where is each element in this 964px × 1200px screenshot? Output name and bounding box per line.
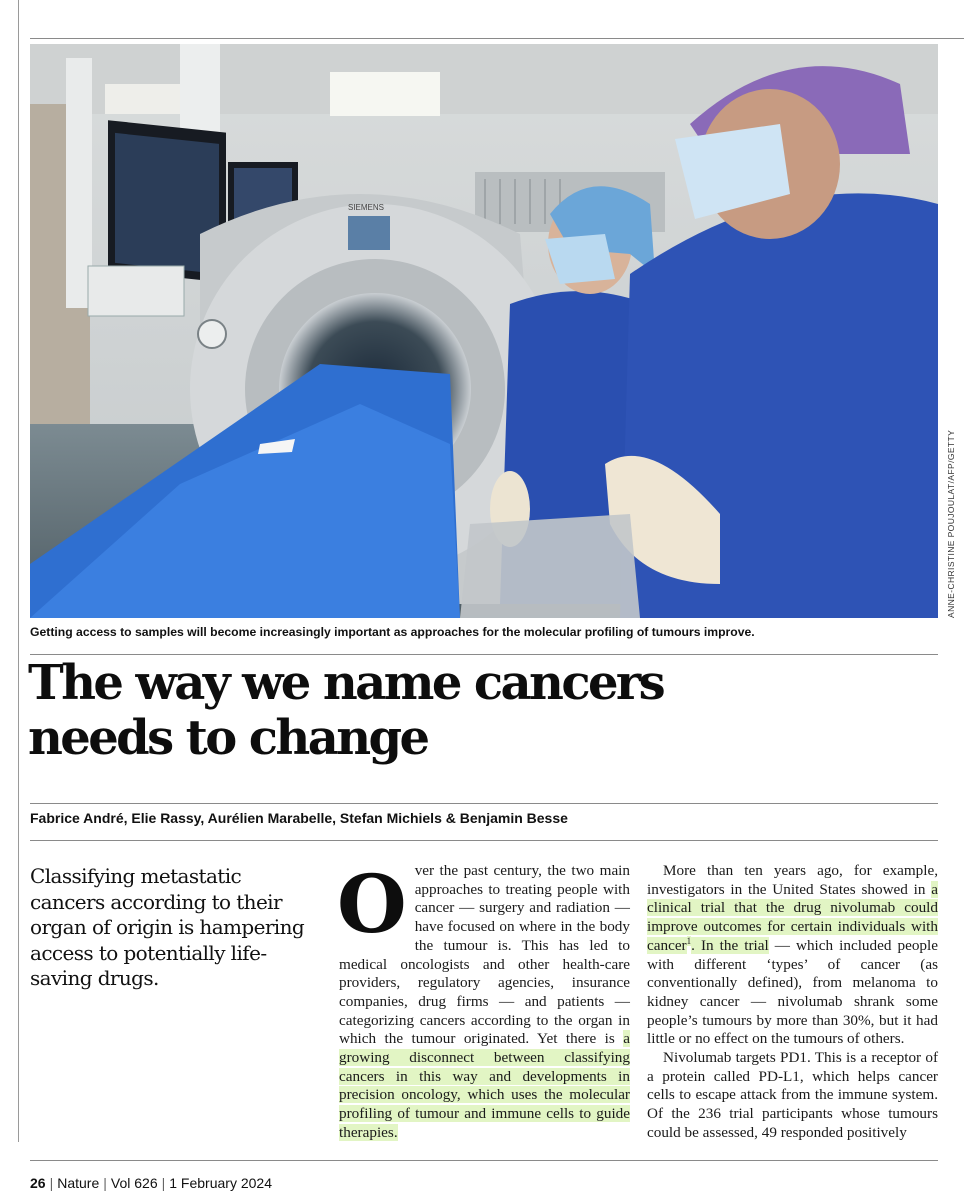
highlighted-text: . In the trial [691,936,769,954]
highlighted-text: a clinical trial that the drug nivolumab could improve outcomes for certain individuals with cancer [647,880,938,954]
footer-separator: | [161,1175,166,1191]
drop-cap: O [337,857,407,951]
body-text: — which included people with different ‘types’ of cancer (as conventionally defined), from melanoma to kidney cancer — nivolumab shrank some people’s tumours by more than 30%, but it had little or no effect on the tumours of others. [647,936,938,1048]
headline-line-2: needs to change [28,710,428,766]
journal-name: Nature [57,1175,100,1191]
page-footer [30,1175,272,1191]
headline-line-1: The way we name cancers [28,655,664,711]
reference-superscript[interactable]: 1 [686,935,692,946]
highlighted-text: a growing disconnect between classifying cancers in this way and developments in precision oncology, which uses the molecular profiling of tumour and immune cells to guide therapies. [339,1030,630,1141]
standfirst: Classifying metastatic cancers according to their organ of origin is hampering access to potentially life-saving drugs. [30,864,305,990]
issue-date: 1 February 2024 [169,1175,272,1191]
page-margin-line [18,0,19,1142]
footer-rule [30,1160,938,1161]
body-paragraph: Nivolumab targets PD1. This is a receptor of a protein called PD-L1, which helps cancer cells to escape attack from the immune system. Of the 236 trial participants whose tumours could be assessed, 49 responded positively [647,1049,938,1141]
article-photo [30,44,938,618]
footer-separator: | [49,1175,54,1191]
authors-bottom-rule [30,840,938,841]
volume: Vol 626 [110,1175,158,1191]
photo-credit: ANNE-CHRISTINE POUJOULAT/AFP/GETTY [946,429,956,618]
article-headline [28,656,728,766]
body-column-2 [647,862,938,1143]
author-list: Fabrice André, Elie Rassy, Aurélien Marabelle, Stefan Michiels & Benjamin Besse [30,810,568,826]
photo-caption: Getting access to samples will become increasingly important as approaches for the molecular profiling of tumours improve. [30,625,755,639]
footer-separator: | [103,1175,107,1191]
authors-top-rule [30,803,938,804]
body-text: More than ten years ago, for example, investigators in the United States showed in [647,862,938,898]
body-paragraph [647,862,938,1049]
top-rule [30,38,964,39]
body-column-1 [337,857,630,1143]
page-number: 26 [30,1175,46,1191]
body-text: ver the past century, the two main approaches to treating people with cancer — surgery and radiation — have focused on where in the body the tumour is. This has led to medical oncologists and other health-care providers, regulatory agencies, insurance companies, drug firms — and patients — categorizing cancers according to the organ in which the tumour originated. Yet there is [339,862,630,1048]
body-paragraph [337,857,630,1143]
operating-room-illustration [30,44,938,618]
scanner-brand-label: SIEMENS [348,203,385,212]
